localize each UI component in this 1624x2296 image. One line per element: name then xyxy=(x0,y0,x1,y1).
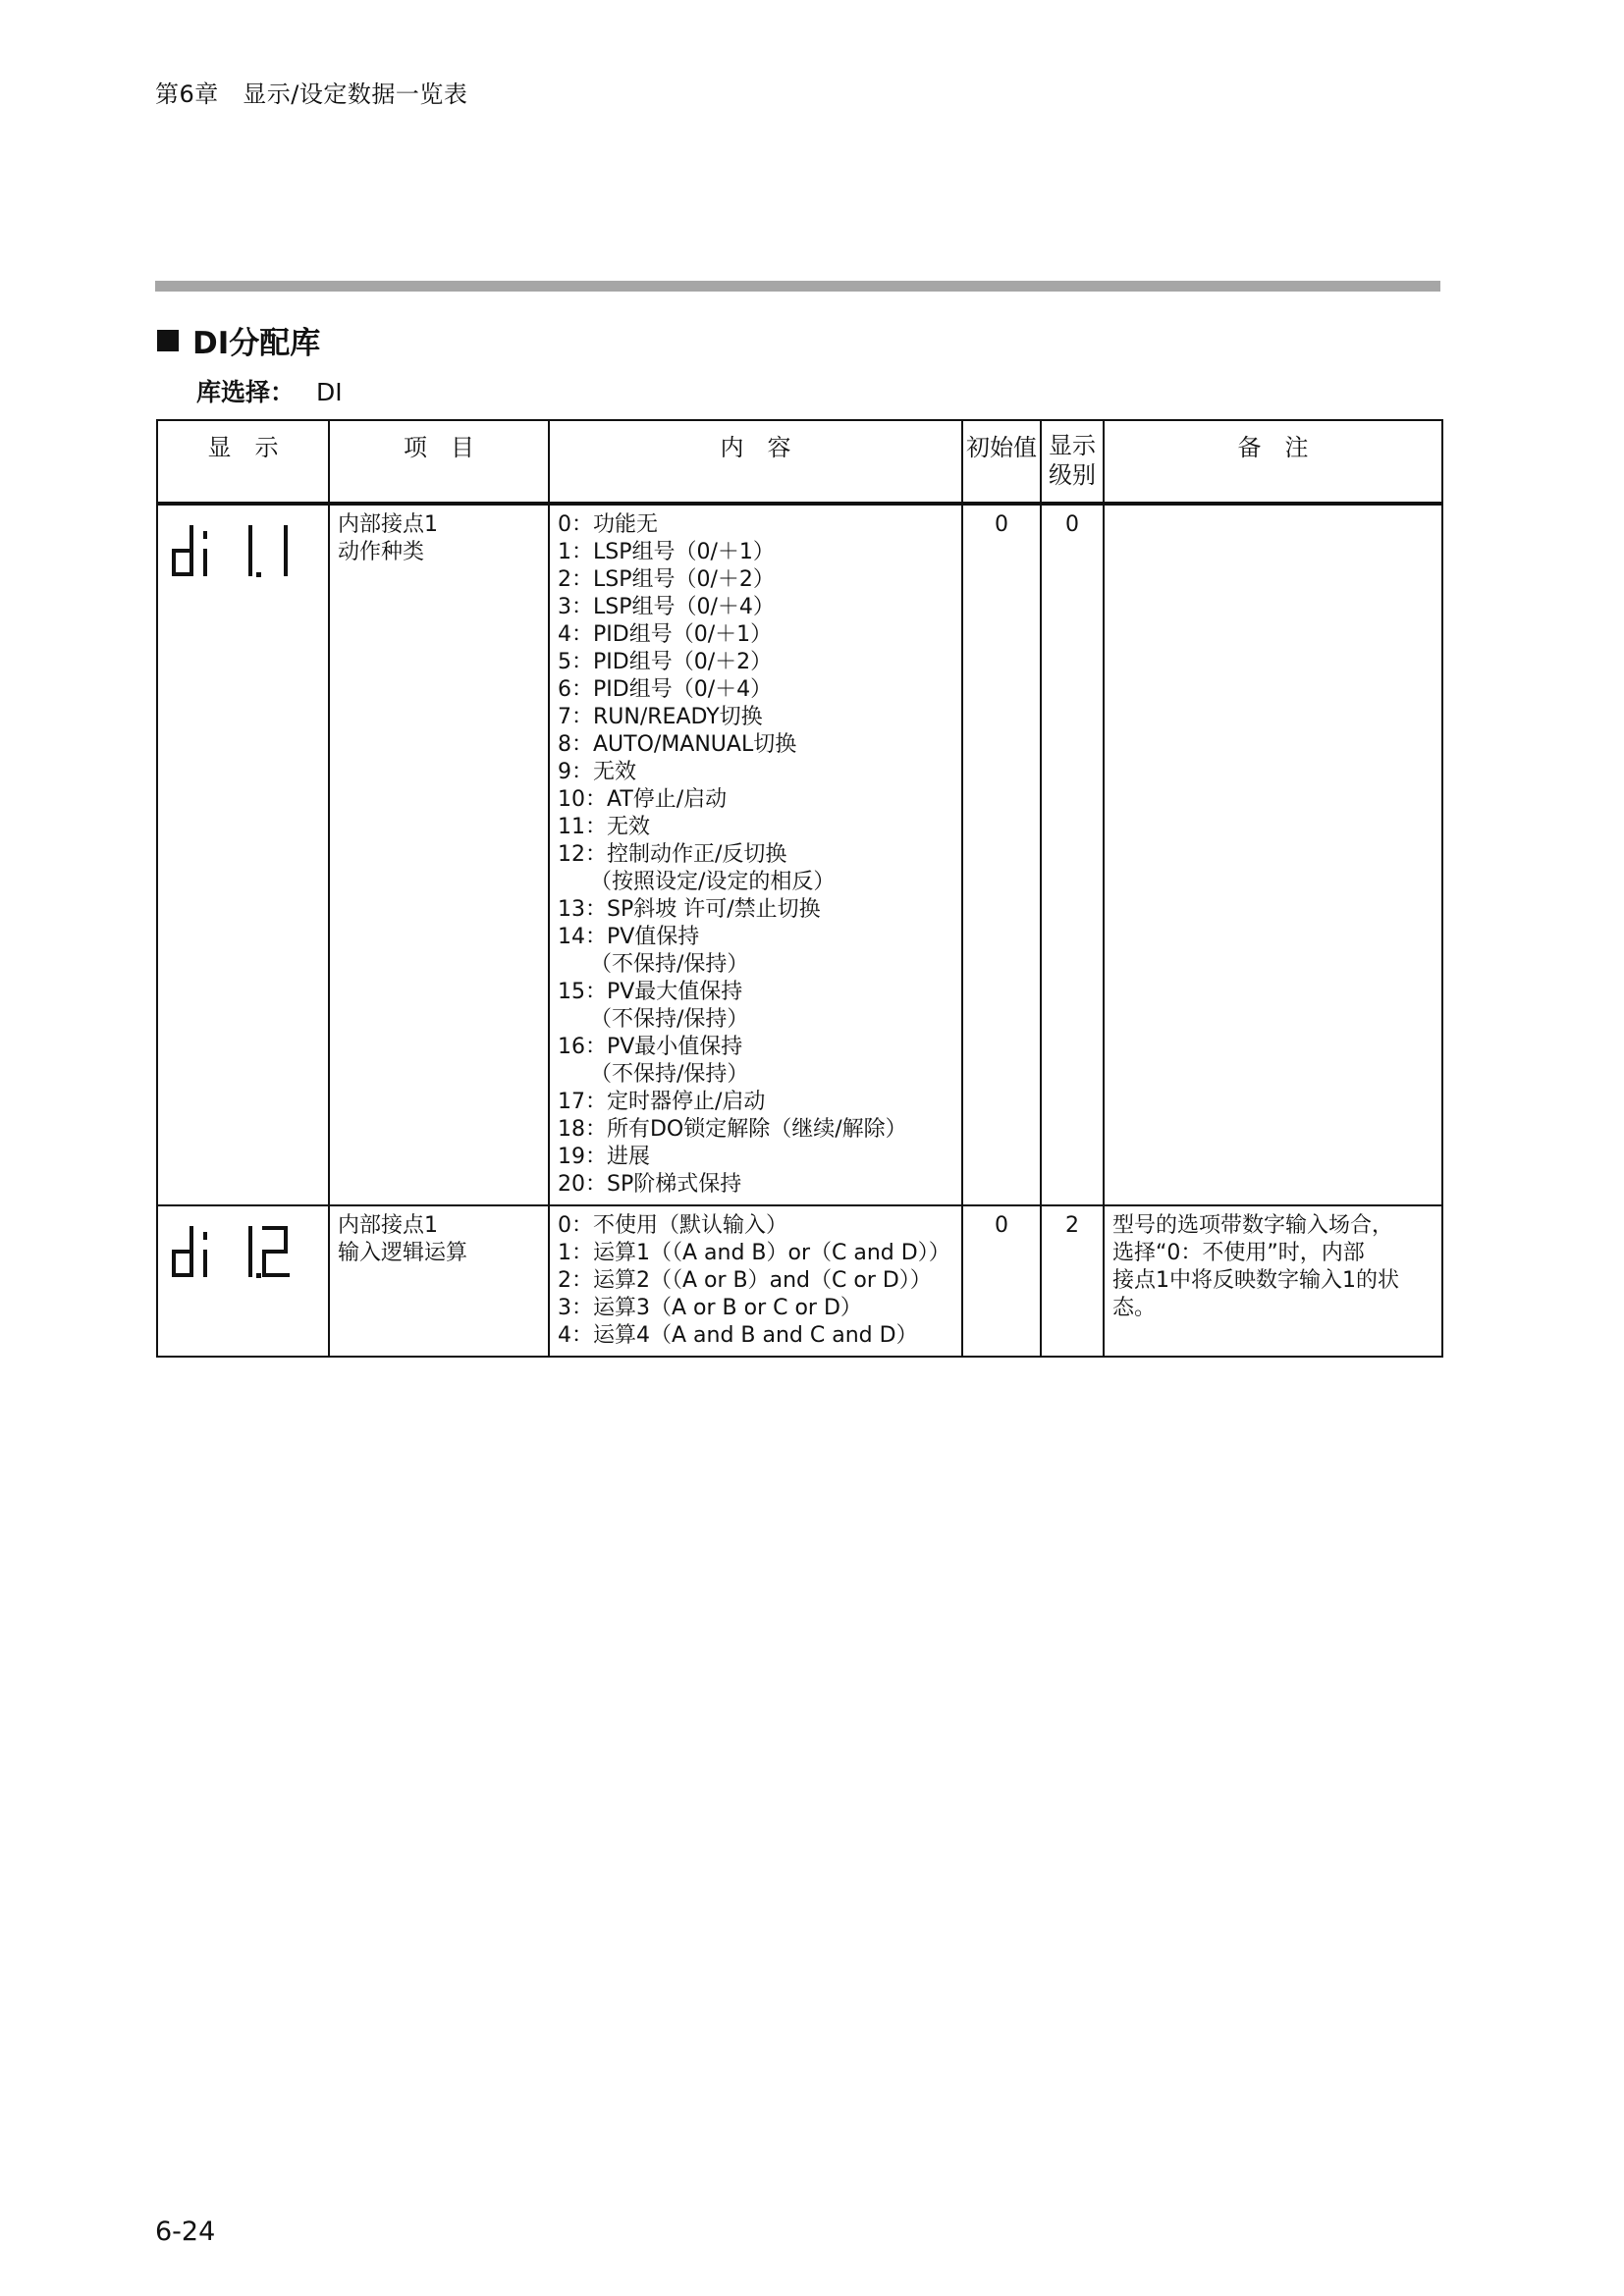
list-item: 3：运算3（A or B or C or D） xyxy=(558,1296,862,1320)
list-item: 0：功能无 xyxy=(558,512,658,537)
item-cell: 内部接点1 动作种类 xyxy=(329,504,549,1205)
list-item: 14：PV值保持 xyxy=(558,925,700,949)
bank-selection xyxy=(196,373,343,408)
list-item: 16：PV最小值保持 xyxy=(558,1035,743,1059)
list-item: 4：PID组号（0/＋1） xyxy=(558,622,773,647)
section-title xyxy=(157,318,320,362)
seven-segment-display-di11 xyxy=(170,523,317,578)
bank-value: DI xyxy=(315,378,343,406)
list-item: 9：无效 xyxy=(558,760,636,784)
list-item: 2：LSP组号（0/＋2） xyxy=(558,567,775,592)
list-item: （不保持/保持） xyxy=(558,952,749,977)
section-divider xyxy=(155,281,1440,292)
list-item: 5：PID组号（0/＋2） xyxy=(558,650,773,674)
col-header-level xyxy=(1041,420,1104,504)
col-header-initial: 初始值 xyxy=(962,420,1041,504)
display-cell xyxy=(157,504,329,1205)
list-item: 19：进展 xyxy=(558,1145,650,1169)
list-item: 10：AT停止/启动 xyxy=(558,787,728,812)
display-cell xyxy=(157,1205,329,1357)
col-header-level-line1: 显示 xyxy=(1049,432,1096,459)
list-item: 17：定时器停止/启动 xyxy=(558,1090,766,1114)
item-cell: 内部接点1 输入逻辑运算 xyxy=(329,1205,549,1357)
display-level-cell: 0 xyxy=(1041,504,1104,1205)
list-item: 1：运算1（（A and B）or（C and D）） xyxy=(558,1241,950,1265)
content-cell xyxy=(549,504,962,1205)
list-item: 2：运算2（（A or B）and（C or D）） xyxy=(558,1268,932,1293)
list-item: 8：AUTO/MANUAL切换 xyxy=(558,732,797,757)
list-item: 7：RUN/READY切换 xyxy=(558,705,763,729)
col-header-display: 显 示 xyxy=(157,420,329,504)
chapter-header: 第6章 显示/设定数据一览表 xyxy=(155,80,468,108)
col-header-level-line2: 级别 xyxy=(1049,461,1096,489)
list-item: 20：SP阶梯式保持 xyxy=(558,1172,742,1197)
list-item: 0：不使用（默认输入） xyxy=(558,1213,787,1238)
list-item: （按照设定/设定的相反） xyxy=(558,870,836,894)
content-cell xyxy=(549,1205,962,1357)
list-item: 1：LSP组号（0/＋1） xyxy=(558,540,775,564)
list-item: （不保持/保持） xyxy=(558,1062,749,1087)
bank-label: 库选择： xyxy=(196,378,296,406)
parameter-table xyxy=(156,419,1443,1358)
list-item: 3：LSP组号（0/＋4） xyxy=(558,595,775,619)
remark-cell xyxy=(1104,504,1442,1205)
table-row xyxy=(157,1205,1442,1357)
col-header-content: 内 容 xyxy=(549,420,962,504)
initial-value-cell: 0 xyxy=(962,1205,1041,1357)
table-row xyxy=(157,504,1442,1205)
col-header-item: 项 目 xyxy=(329,420,549,504)
list-item: 6：PID组号（0/＋4） xyxy=(558,677,773,702)
list-item: 4：运算4（A and B and C and D） xyxy=(558,1323,918,1348)
square-bullet-icon xyxy=(157,330,179,351)
list-item: 15：PV最大值保持 xyxy=(558,980,743,1004)
initial-value-cell: 0 xyxy=(962,504,1041,1205)
page-number: 6-24 xyxy=(155,2216,216,2247)
list-item: 12：控制动作正/反切换 xyxy=(558,842,787,867)
remark-cell: 型号的选项带数字输入场合， 选择“0：不使用”时，内部 接点1中将反映数字输入1的状 态。 xyxy=(1104,1205,1442,1357)
list-item: 11：无效 xyxy=(558,815,650,839)
list-item: 13：SP斜坡 许可/禁止切换 xyxy=(558,897,821,922)
list-item: （不保持/保持） xyxy=(558,1007,749,1032)
col-header-remark: 备 注 xyxy=(1104,420,1442,504)
list-item: 18：所有DO锁定解除（继续/解除） xyxy=(558,1117,907,1142)
display-level-cell: 2 xyxy=(1041,1205,1104,1357)
seven-segment-display-di12 xyxy=(170,1224,317,1279)
table-header-row xyxy=(157,420,1442,504)
section-title-text: DI分配库 xyxy=(192,326,321,361)
